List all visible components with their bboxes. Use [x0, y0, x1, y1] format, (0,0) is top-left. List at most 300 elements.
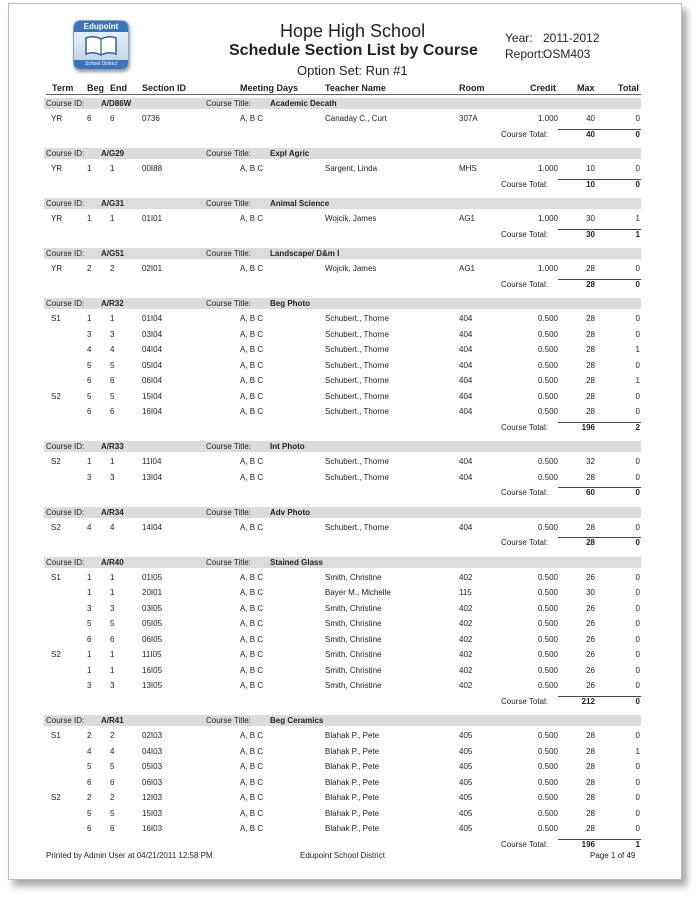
meeting-days-cell: A, B C — [240, 731, 264, 740]
total-cell: 0 — [635, 472, 640, 482]
report-label: Report: — [505, 47, 545, 61]
teacher-cell: Smith, Christine — [325, 650, 382, 659]
total-cell: 0 — [635, 824, 640, 833]
term-cell: YR — [51, 164, 63, 173]
total-cell: 0 — [635, 391, 640, 401]
beg-cell: 5 — [87, 762, 92, 771]
book-icon — [84, 35, 118, 57]
credit-cell: 0.500 — [537, 808, 558, 818]
table-row — [0, 344, 700, 356]
end-cell: 1 — [110, 650, 115, 659]
beg-cell: 6 — [87, 407, 92, 416]
col-days-header: Meeting Days — [240, 83, 299, 93]
end-cell: 4 — [110, 345, 115, 354]
term-cell: S2 — [51, 522, 61, 532]
course-title-label: Course Title: — [206, 507, 251, 517]
term-cell: YR — [51, 214, 63, 223]
school-name: Hope High School — [280, 21, 426, 41]
total-cell: 0 — [635, 665, 640, 675]
section-id-cell: 06I04 — [142, 376, 163, 385]
total-cell: 0 — [635, 808, 640, 818]
meeting-days-cell: A, B C — [240, 376, 264, 385]
section-id-cell: 06I05 — [142, 634, 163, 644]
meeting-days-cell: A, B C — [240, 603, 264, 613]
max-cell: 28 — [586, 793, 595, 802]
room-cell: 402 — [459, 650, 473, 659]
beg-cell: 2 — [87, 793, 92, 802]
col-total-header: Total — [618, 83, 639, 93]
end-cell: 3 — [110, 603, 115, 613]
meeting-days-cell: A, B C — [240, 329, 264, 339]
max-cell: 30 — [586, 588, 595, 597]
room-cell: 405 — [459, 731, 473, 740]
table-row — [0, 456, 700, 468]
course-id-label: Course ID: — [46, 249, 85, 258]
end-cell: 6 — [110, 634, 115, 644]
course-title-label: Course Title: — [206, 442, 251, 451]
teacher-cell: Blahak P., Pete — [325, 762, 380, 771]
room-cell: 404 — [459, 376, 473, 385]
room-cell: 402 — [459, 572, 473, 582]
beg-cell: 5 — [87, 391, 92, 401]
course-title-value: Animal Science — [270, 199, 330, 208]
max-cell: 26 — [586, 665, 595, 675]
section-id-cell: 16I03 — [142, 824, 163, 833]
table-row — [0, 522, 700, 534]
credit-cell: 0.500 — [537, 572, 558, 582]
beg-cell: 1 — [87, 314, 92, 323]
meeting-days-cell: A, B C — [240, 391, 264, 401]
max-cell: 10 — [586, 164, 595, 173]
room-cell: 402 — [459, 619, 473, 628]
section-id-cell: 20I01 — [142, 588, 163, 597]
end-cell: 3 — [110, 472, 115, 482]
room-cell: 405 — [459, 777, 473, 787]
room-cell: 404 — [459, 391, 473, 401]
course-id-value: A/R41 — [101, 716, 124, 725]
course-total-label: Course Total: — [501, 839, 548, 849]
section-id-cell: 11I04 — [142, 457, 162, 466]
meeting-days-cell: A, B C — [240, 634, 264, 644]
table-row — [0, 572, 700, 584]
year-label: Year: — [505, 31, 533, 45]
section-id-cell: 05I03 — [142, 762, 163, 771]
section-id-cell: 01I05 — [142, 572, 163, 582]
course-title-value: Adv Photo — [270, 507, 310, 517]
room-cell: 115 — [459, 588, 472, 597]
room-cell: 404 — [459, 407, 473, 416]
meeting-days-cell: A, B C — [240, 472, 264, 482]
max-cell: 28 — [586, 746, 595, 756]
teacher-cell: Wojcik, James — [325, 264, 377, 273]
total-cell: 1 — [635, 376, 640, 385]
credit-cell: 0.500 — [537, 407, 558, 416]
year-value: 2011-2012 — [543, 31, 600, 45]
table-row — [0, 808, 700, 820]
table-row — [0, 618, 700, 630]
teacher-cell: Blahak P., Pete — [325, 777, 380, 787]
course-id-value: A/G51 — [101, 249, 125, 258]
room-cell: 404 — [459, 314, 473, 323]
section-id-cell: 13I04 — [142, 472, 163, 482]
credit-cell: 1.000 — [537, 264, 558, 273]
course-header-bar — [44, 298, 641, 309]
course-total-label: Course Total: — [501, 488, 548, 497]
course-total-row — [0, 179, 700, 191]
course-id-value: A/G29 — [101, 149, 125, 158]
table-row — [0, 313, 700, 325]
end-cell: 1 — [110, 164, 115, 173]
course-header-bar — [44, 507, 641, 518]
meeting-days-cell: A, B C — [240, 164, 264, 173]
meeting-days-cell: A, B C — [240, 314, 264, 323]
term-cell: S2 — [51, 650, 61, 659]
course-title-value: Expl Agric — [270, 149, 310, 158]
report-value: OSM403 — [543, 47, 591, 61]
course-title-label: Course Title: — [206, 149, 251, 158]
max-cell: 26 — [586, 572, 595, 582]
max-cell: 26 — [586, 619, 595, 628]
teacher-cell: Smith, Christine — [325, 681, 382, 690]
max-cell: 26 — [586, 634, 595, 644]
max-cell: 28 — [586, 360, 595, 370]
credit-cell: 0.500 — [537, 522, 558, 532]
meeting-days-cell: A, B C — [240, 746, 264, 756]
beg-cell: 3 — [87, 472, 92, 482]
total-cell: 1 — [635, 345, 640, 354]
end-cell: 1 — [110, 214, 115, 223]
course-total-row — [0, 229, 700, 241]
meeting-days-cell: A, B C — [240, 808, 264, 818]
total-cell: 1 — [635, 214, 640, 223]
table-row — [0, 587, 700, 599]
teacher-cell: Schubert., Thorne — [325, 329, 389, 339]
max-cell: 30 — [586, 214, 595, 223]
room-cell: 402 — [459, 665, 473, 675]
credit-cell: 0.500 — [537, 824, 558, 833]
credit-cell: 0.500 — [537, 746, 558, 756]
meeting-days-cell: A, B C — [240, 619, 264, 628]
meeting-days-cell: A, B C — [240, 588, 264, 597]
max-cell: 28 — [586, 345, 595, 354]
course-total-enrolled: 2 — [635, 422, 640, 432]
beg-cell: 2 — [87, 731, 92, 740]
table-row — [0, 730, 700, 742]
table-row — [0, 360, 700, 372]
course-title-label: Course Title: — [206, 249, 251, 258]
section-id-cell: 13I05 — [142, 681, 163, 690]
end-cell: 1 — [110, 314, 115, 323]
course-header-bar — [44, 557, 641, 568]
teacher-cell: Bayer M., Michelle — [325, 588, 391, 597]
table-row — [0, 634, 700, 646]
credit-cell: 0.500 — [537, 314, 558, 323]
beg-cell: 2 — [87, 264, 92, 273]
beg-cell: 6 — [87, 114, 92, 123]
col-end-header: End — [110, 83, 127, 93]
term-cell: S2 — [51, 391, 61, 401]
section-id-cell: 01I04 — [142, 314, 163, 323]
max-cell: 26 — [586, 650, 595, 659]
teacher-cell: Schubert., Thorne — [325, 360, 389, 370]
credit-cell: 0.500 — [537, 634, 558, 644]
end-cell: 4 — [110, 746, 115, 756]
credit-cell: 0.500 — [537, 619, 558, 628]
course-title-label: Course Title: — [206, 199, 251, 208]
max-cell: 28 — [586, 522, 595, 532]
teacher-cell: Schubert., Thorne — [325, 407, 389, 416]
meeting-days-cell: A, B C — [240, 572, 264, 582]
teacher-cell: Schubert., Thorne — [325, 391, 389, 401]
beg-cell: 5 — [87, 808, 92, 818]
teacher-cell: Canaday C., Curt — [325, 114, 387, 123]
logo-bottom-label: School District — [74, 60, 128, 69]
section-id-cell: 12I03 — [142, 793, 163, 802]
term-cell: YR — [51, 264, 63, 273]
section-id-cell: 00I88 — [142, 164, 163, 173]
total-cell: 0 — [635, 634, 640, 644]
course-id-value: A/R34 — [101, 507, 124, 517]
credit-cell: 1.000 — [537, 164, 558, 173]
term-cell: S2 — [51, 793, 61, 802]
beg-cell: 1 — [87, 164, 92, 173]
beg-cell: 1 — [87, 588, 92, 597]
credit-cell: 0.500 — [537, 777, 558, 787]
end-cell: 5 — [110, 360, 115, 370]
max-cell: 32 — [586, 457, 595, 466]
max-cell: 26 — [586, 681, 595, 690]
course-total-max: 212 — [581, 696, 595, 706]
table-row — [0, 761, 700, 773]
course-total-max: 196 — [581, 839, 595, 849]
room-cell: AG1 — [459, 264, 476, 273]
credit-cell: 0.500 — [537, 329, 558, 339]
end-cell: 1 — [110, 572, 115, 582]
end-cell: 1 — [110, 588, 115, 597]
term-cell: S2 — [51, 457, 61, 466]
end-cell: 3 — [110, 329, 115, 339]
max-cell: 28 — [586, 391, 595, 401]
total-cell: 0 — [635, 762, 640, 771]
meeting-days-cell: A, B C — [240, 777, 264, 787]
district-name: Edupoint School District — [300, 851, 385, 860]
course-total-label: Course Total: — [501, 422, 548, 432]
course-id-value: A/G31 — [101, 199, 125, 208]
course-title-label: Course Title: — [206, 299, 251, 308]
end-cell: 5 — [110, 762, 115, 771]
meeting-days-cell: A, B C — [240, 762, 264, 771]
course-id-label: Course ID: — [46, 149, 85, 158]
course-header-bar — [44, 248, 641, 259]
table-row — [0, 777, 700, 789]
year-info — [505, 31, 600, 45]
course-total-max: 28 — [586, 538, 595, 547]
report-info — [505, 47, 591, 61]
end-cell: 1 — [110, 665, 115, 675]
beg-cell: 3 — [87, 681, 92, 690]
section-id-cell: 02I01 — [142, 264, 163, 273]
beg-cell: 6 — [87, 824, 92, 833]
course-total-max: 30 — [586, 229, 595, 239]
course-total-label: Course Total: — [501, 279, 548, 289]
total-cell: 0 — [635, 731, 640, 740]
section-id-cell: 05I04 — [142, 360, 163, 370]
course-title-label: Course Title: — [206, 99, 251, 108]
section-id-cell: 16I04 — [142, 407, 163, 416]
table-row — [0, 113, 700, 125]
end-cell: 3 — [110, 681, 115, 690]
teacher-cell: Wojcik, James — [325, 214, 377, 223]
end-cell: 1 — [110, 457, 115, 466]
meeting-days-cell: A, B C — [240, 114, 264, 123]
teacher-cell: Schubert., Thorne — [325, 522, 389, 532]
course-title-value: Beg Ceramics — [270, 716, 324, 725]
beg-cell: 4 — [87, 522, 92, 532]
credit-cell: 0.500 — [537, 391, 558, 401]
end-cell: 5 — [110, 808, 115, 818]
beg-cell: 5 — [87, 360, 92, 370]
section-id-cell: 0736 — [142, 114, 160, 123]
beg-cell: 6 — [87, 634, 92, 644]
table-row — [0, 375, 700, 387]
section-id-cell: 06I03 — [142, 777, 163, 787]
course-header-bar — [44, 198, 641, 209]
term-cell: YR — [51, 114, 63, 123]
total-cell: 0 — [635, 777, 640, 787]
col-credit-header: Credit — [530, 83, 557, 93]
end-cell: 2 — [110, 731, 115, 740]
credit-cell: 0.500 — [537, 603, 558, 613]
total-cell: 0 — [635, 603, 640, 613]
teacher-cell: Schubert., Thorne — [325, 472, 389, 482]
course-title-value: Beg Photo — [270, 299, 310, 308]
teacher-cell: Smith, Christine — [325, 572, 382, 582]
room-cell: 404 — [459, 457, 473, 466]
max-cell: 28 — [586, 777, 595, 787]
room-cell: 404 — [459, 329, 473, 339]
end-cell: 6 — [110, 114, 115, 123]
section-id-cell: 04I04 — [142, 345, 163, 354]
table-row — [0, 649, 700, 661]
beg-cell: 4 — [87, 746, 92, 756]
course-total-enrolled: 0 — [635, 696, 640, 706]
max-cell: 40 — [586, 114, 595, 123]
table-row — [0, 680, 700, 692]
credit-cell: 0.500 — [537, 345, 558, 354]
meeting-days-cell: A, B C — [240, 407, 264, 416]
total-cell: 0 — [635, 457, 640, 466]
credit-cell: 0.500 — [537, 650, 558, 659]
course-id-label: Course ID: — [46, 199, 85, 208]
room-cell: 404 — [459, 360, 473, 370]
option-set: Option Set: Run #1 — [297, 63, 408, 78]
meeting-days-cell: A, B C — [240, 650, 264, 659]
beg-cell: 1 — [87, 650, 92, 659]
course-id-label: Course ID: — [46, 507, 85, 517]
beg-cell: 1 — [87, 457, 92, 466]
edupoint-logo — [73, 20, 129, 70]
max-cell: 28 — [586, 808, 595, 818]
teacher-cell: Schubert., Thorne — [325, 376, 389, 385]
beg-cell: 1 — [87, 572, 92, 582]
end-cell: 2 — [110, 793, 115, 802]
teacher-cell: Schubert., Thorne — [325, 345, 389, 354]
table-row — [0, 263, 700, 275]
course-id-value: A/R40 — [101, 557, 124, 567]
course-total-row — [0, 696, 700, 708]
meeting-days-cell: A, B C — [240, 793, 264, 802]
end-cell: 6 — [110, 777, 115, 787]
table-row — [0, 603, 700, 615]
course-id-value: A/R32 — [101, 299, 124, 308]
credit-cell: 0.500 — [537, 762, 558, 771]
max-cell: 28 — [586, 762, 595, 771]
beg-cell: 3 — [87, 329, 92, 339]
credit-cell: 1.000 — [537, 114, 558, 123]
course-total-row — [0, 279, 700, 291]
total-cell: 0 — [635, 681, 640, 690]
max-cell: 28 — [586, 824, 595, 833]
end-cell: 5 — [110, 391, 115, 401]
total-cell: 0 — [635, 264, 640, 273]
course-id-label: Course ID: — [46, 716, 85, 725]
credit-cell: 0.500 — [537, 376, 558, 385]
col-max-header: Max — [577, 83, 595, 93]
course-header-bar — [44, 98, 641, 109]
teacher-cell: Smith, Christine — [325, 619, 382, 628]
section-id-cell: 16I05 — [142, 665, 163, 675]
total-cell: 0 — [635, 588, 640, 597]
room-cell: 405 — [459, 793, 473, 802]
credit-cell: 0.500 — [537, 588, 558, 597]
course-total-max: 10 — [586, 179, 595, 189]
course-title-label: Course Title: — [206, 716, 251, 725]
total-cell: 0 — [635, 793, 640, 802]
section-id-cell: 03I04 — [142, 329, 163, 339]
credit-cell: 1.000 — [537, 214, 558, 223]
room-cell: 307A — [459, 114, 478, 123]
course-total-max: 60 — [586, 488, 595, 497]
course-title-value: Stained Glass — [270, 557, 323, 567]
teacher-cell: Sargent, Linda — [325, 164, 378, 173]
table-row — [0, 823, 700, 835]
course-id-label: Course ID: — [46, 99, 85, 108]
table-row — [0, 665, 700, 677]
end-cell: 6 — [110, 376, 115, 385]
course-total-enrolled: 0 — [635, 538, 640, 547]
course-total-label: Course Total: — [501, 696, 548, 706]
room-cell: AG1 — [459, 214, 476, 223]
room-cell: 405 — [459, 824, 473, 833]
course-total-row — [0, 129, 700, 141]
course-total-enrolled: 0 — [635, 129, 640, 139]
col-beg-header: Beg — [87, 83, 105, 93]
table-row — [0, 472, 700, 484]
course-total-row — [0, 487, 700, 499]
course-total-label: Course Total: — [501, 129, 548, 139]
total-cell: 0 — [635, 314, 640, 323]
total-cell: 0 — [635, 114, 640, 123]
credit-cell: 0.500 — [537, 360, 558, 370]
room-cell: MHS — [459, 164, 477, 173]
room-cell: 405 — [459, 746, 473, 756]
course-total-enrolled: 1 — [635, 229, 640, 239]
course-total-row — [0, 839, 700, 851]
course-total-label: Course Total: — [501, 538, 548, 547]
section-id-cell: 14I04 — [142, 522, 163, 532]
section-id-cell: 15I04 — [142, 391, 163, 401]
course-id-label: Course ID: — [46, 299, 85, 308]
